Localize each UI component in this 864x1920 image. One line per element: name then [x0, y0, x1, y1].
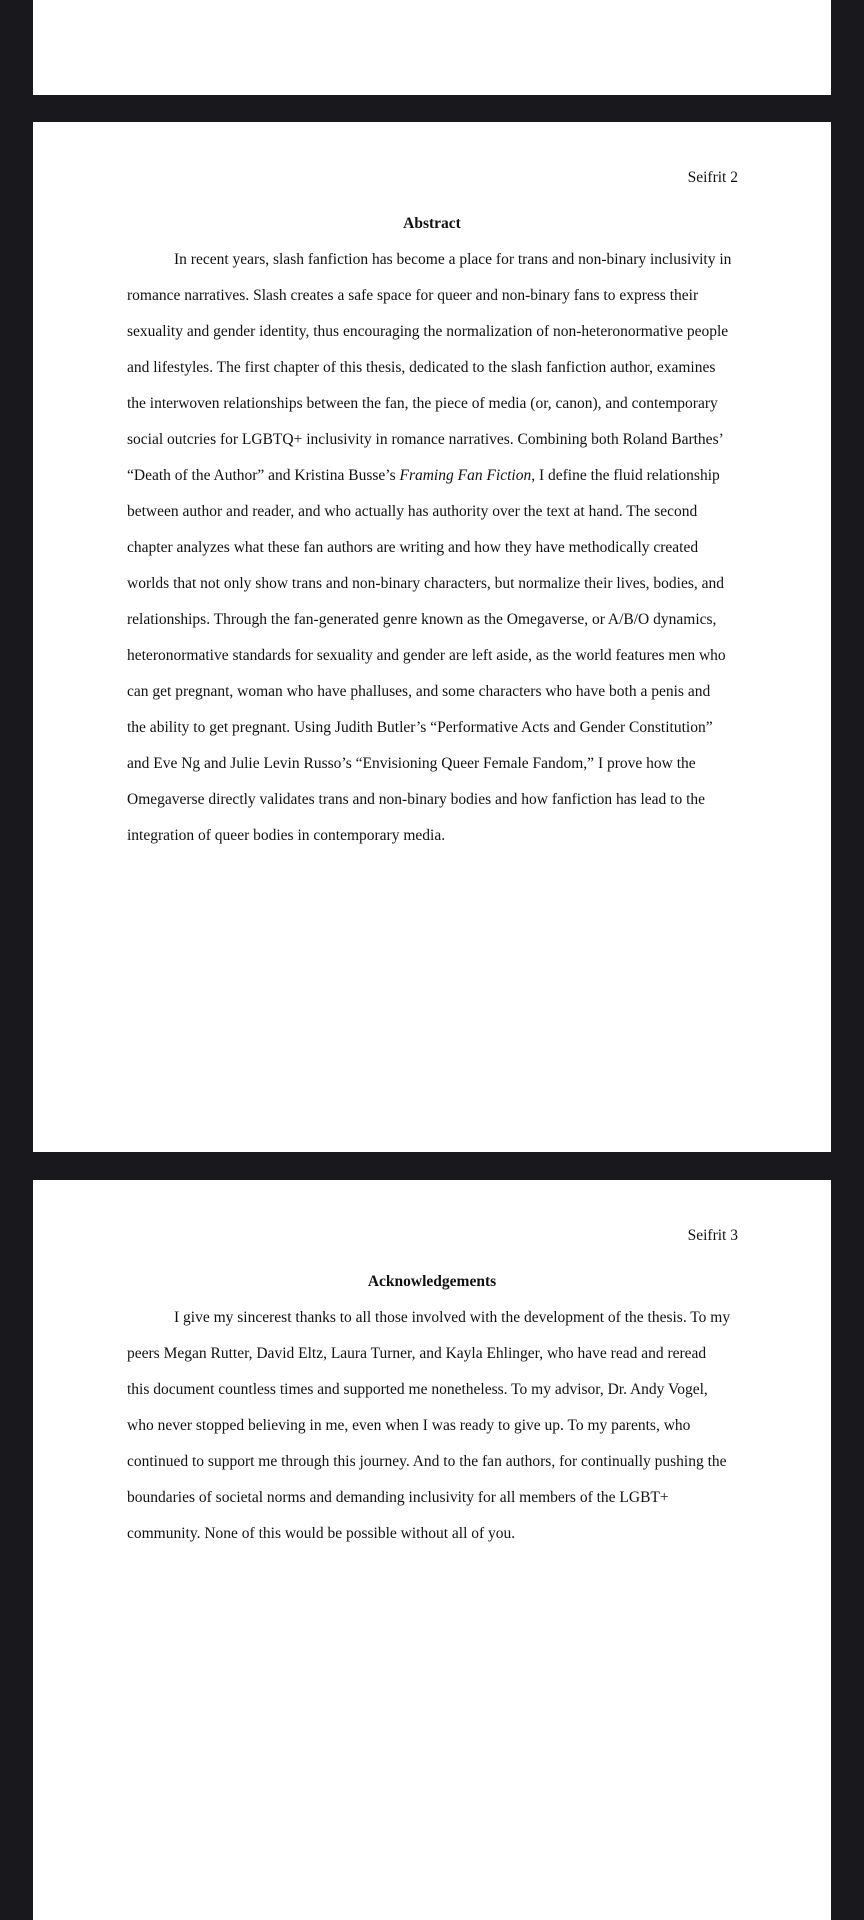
text-segment: , I define the fluid relationship	[531, 467, 720, 484]
text-segment: “Death of the Author” and Kristina Busse’s	[127, 467, 400, 484]
text-line	[127, 458, 747, 494]
section-title-abstract: Abstract	[403, 215, 461, 232]
text-line: chapter analyzes what these fan authors are writing and how they have methodically created	[127, 539, 699, 556]
text-line: social outcries for LGBTQ+ inclusivity in romance narratives. Combining both Roland Barthes’	[127, 431, 724, 448]
text-line: community. None of this would be possible without all of you.	[127, 1525, 516, 1542]
text-line: Omegaverse directly validates trans and non-binary bodies and how fanfiction has lead to the	[127, 791, 706, 808]
text-line: and Eve Ng and Julie Levin Russo’s “Envisioning Queer Female Fandom,” I prove how the	[127, 755, 696, 772]
text-line: heteronormative standards for sexuality and gender are left aside, as the world features men who	[127, 647, 726, 664]
section-title-acknowledgements: Acknowledgements	[367, 1273, 497, 1290]
page-2	[33, 122, 831, 1152]
page-3	[33, 1180, 831, 1920]
text-line: this document countless times and supported me nonetheless. To my advisor, Dr. Andy Vogel,	[127, 1381, 708, 1398]
text-line: boundaries of societal norms and demanding inclusivity for all members of the LGBT+	[127, 1489, 669, 1506]
text-line: the ability to get pregnant. Using Judith Butler’s “Performative Acts and Gender Constitution”	[127, 719, 713, 736]
text-line: the interwoven relationships between the fan, the piece of media (or, canon), and contemporary	[127, 395, 718, 412]
text-line: who never stopped believing in me, even when I was ready to give up. To my parents, who	[127, 1417, 691, 1434]
acknowledgements-body	[127, 1300, 747, 1552]
text-line: I give my sincerest thanks to all those involved with the development of the thesis. To my	[174, 1309, 731, 1326]
text-line: between author and reader, and who actually has authority over the text at hand. The second	[127, 503, 698, 520]
text-line: continued to support me through this journey. And to the fan authors, for continually pushing the	[127, 1453, 727, 1470]
text-line: peers Megan Rutter, David Eltz, Laura Turner, and Kayla Ehlinger, who have read and reread	[127, 1345, 707, 1362]
text-line: romance narratives. Slash creates a safe space for queer and non-binary fans to express their	[127, 287, 699, 304]
text-line: sexuality and gender identity, thus encouraging the normalization of non-heteronormative people	[127, 323, 729, 340]
book-title: Framing Fan Fiction	[399, 467, 532, 484]
text-line: worlds that not only show trans and non-binary characters, but normalize their lives, bodies, and	[127, 575, 725, 592]
running-head: Seifrit 2	[687, 169, 738, 186]
running-head: Seifrit 3	[687, 1227, 738, 1244]
text-line: In recent years, slash fanfiction has become a place for trans and non-binary inclusivity in	[174, 251, 732, 268]
abstract-body	[127, 242, 747, 854]
text-line: relationships. Through the fan-generated genre known as the Omegaverse, or A/B/O dynamics,	[127, 611, 717, 628]
text-line: integration of queer bodies in contemporary media.	[127, 827, 446, 844]
page-1-partial	[33, 0, 831, 95]
text-line: and lifestyles. The first chapter of this thesis, dedicated to the slash fanfiction author, examines	[127, 359, 716, 376]
text-line: can get pregnant, woman who have phalluses, and some characters who have both a penis and	[127, 683, 711, 700]
